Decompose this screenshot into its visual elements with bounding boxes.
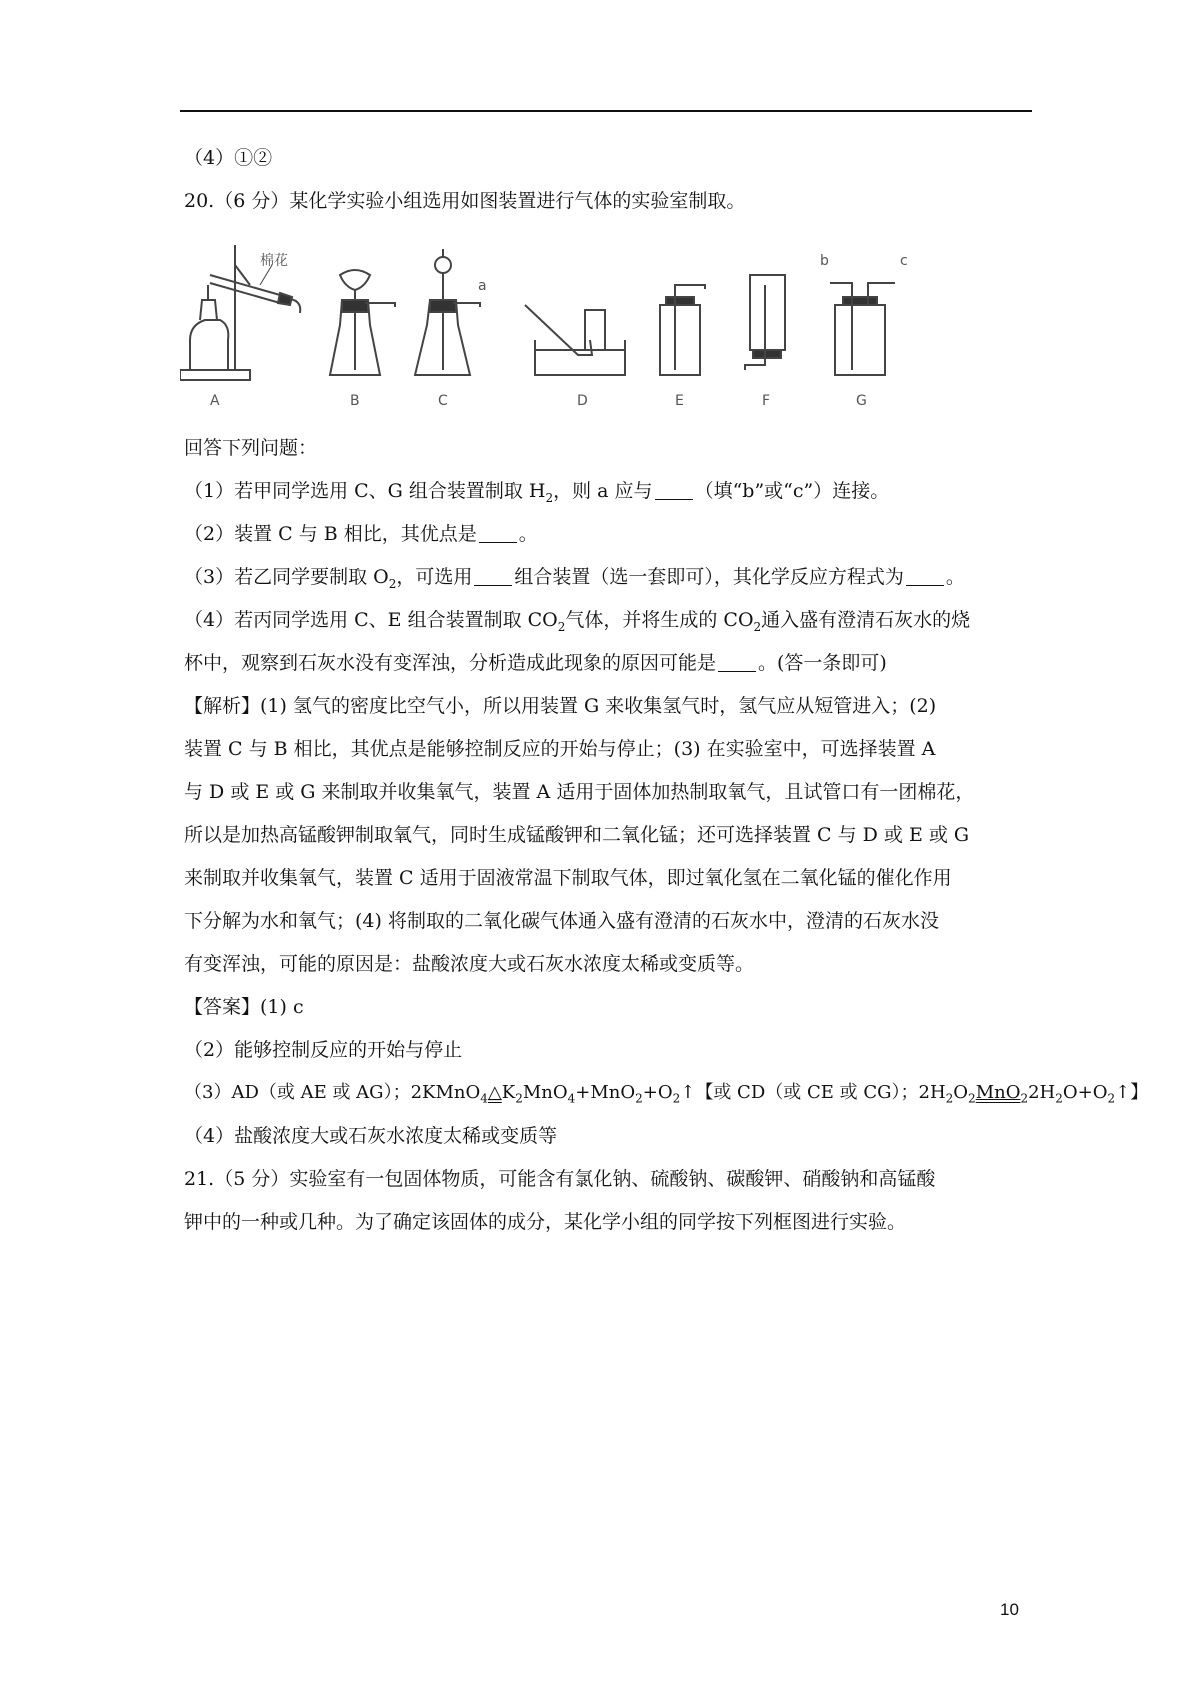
header-rule <box>180 110 1032 112</box>
answer-blank[interactable] <box>718 653 756 672</box>
answer-line: （2）能够控制反应的开始与停止 <box>184 1039 463 1061</box>
analysis-line: 所以是加热高锰酸钾制取氧气，同时生成锰酸钾和二氧化锰；还可选择装置 C 与 D 或 E 或 G <box>184 824 970 846</box>
apparatus-label-d: D <box>577 393 588 409</box>
analysis-line: 来制取并收集氧气，装置 C 适用于固液常温下制取气体，即过氧化氢在二氧化锰的催化作用 <box>184 867 952 889</box>
port-a-label: a <box>478 278 487 294</box>
answer-equation-line: （3）AD（或 AE 或 AG）；$2KMnO_4\triangle K_2MnO_4+MnO_2+O_2↑$【或 CD（或 CE 或 CG）；$2H_2O_2MnO_22H_2O+O_2↑$】 <box>184 1082 1149 1106</box>
apparatus-label-b: B <box>350 393 360 409</box>
question-20-4: （4）若丙同学选用 C、E 组合装置制取 $CO_2$气体，并将生成的 $CO_2$通入盛有澄清石灰水的烧 <box>184 609 971 634</box>
apparatus-label-a: A <box>210 393 220 409</box>
answer-blank[interactable] <box>655 481 693 500</box>
apparatus-label-c: C <box>438 393 448 409</box>
apparatus-f <box>745 275 785 370</box>
question-20-4-cont: 杯中，观察到石灰水没有变浑浊，分析造成此现象的原因可能是 。(答一条即可) <box>184 652 887 674</box>
question-20: 20.（6 分）某化学实验小组选用如图装置进行气体的实验室制取。 <box>184 190 746 212</box>
text-line: （4）①② <box>184 147 273 169</box>
question-21-cont: 钾中的一种或几种。为了确定该固体的成分，某化学小组的同学按下列框图进行实验。 <box>184 1211 907 1233</box>
question-20-2: （2）装置 C 与 B 相比，其优点是 。 <box>184 523 538 545</box>
analysis-line: 下分解为水和氧气；(4) 将制取的二氧化碳气体通入盛有澄清的石灰水中，澄清的石灰水没 <box>184 910 939 932</box>
answer-blank[interactable] <box>474 567 512 586</box>
apparatus-label-f: F <box>762 393 771 409</box>
page-number: 10 <box>1000 1600 1019 1619</box>
answer-blank[interactable] <box>479 524 517 543</box>
analysis-line: 【解析】(1) 氢气的密度比空气小，所以用装置 G 来收集氢气时，氢气应从短管进入；(2) <box>184 695 937 717</box>
analysis-line: 装置 C 与 B 相比，其优点是能够控制反应的开始与停止；(3) 在实验室中，可选择装置 A <box>184 738 936 760</box>
analysis-line: 与 D 或 E 或 G 来制取并收集氧气，装置 A 适用于固体加热制取氧气，且试管口有一团棉花， <box>184 781 975 803</box>
apparatus-figure <box>180 245 1000 465</box>
question-21: 21.（5 分）实验室有一包固体物质，可能含有氯化钠、硫酸钠、碳酸钾、硝酸钠和高锰酸 <box>184 1168 936 1190</box>
apparatus-d <box>525 305 625 375</box>
question-20-1: （1）若甲同学选用 C、G 组合装置制取 $H_2$，则 a 应与 （填“b”或“c”）连接。 <box>184 480 890 505</box>
apparatus-g <box>830 283 895 375</box>
apparatus-b <box>330 270 395 375</box>
answer-intro: 回答下列问题： <box>184 437 318 459</box>
apparatus-c <box>415 249 480 375</box>
question-20-3: （3）若乙同学要制取 $O_2$，可选用 组合装置（选一套即可），其化学反应方程式为 。 <box>184 566 965 591</box>
analysis-line: 有变浑浊，可能的原因是：盐酸浓度大或石灰水浓度太稀或变质等。 <box>184 953 755 975</box>
apparatus-label-g: G <box>856 393 867 409</box>
apparatus-label-e: E <box>675 393 684 409</box>
port-c-label: c <box>900 253 908 269</box>
apparatus-e <box>660 285 705 375</box>
answer-line: （4）盐酸浓度大或石灰水浓度太稀或变质等 <box>184 1125 558 1147</box>
cotton-label: 棉花 <box>260 253 288 269</box>
port-b-label: b <box>820 253 829 269</box>
answer-line: 【答案】(1) c <box>184 996 304 1018</box>
answer-blank[interactable] <box>906 567 944 586</box>
